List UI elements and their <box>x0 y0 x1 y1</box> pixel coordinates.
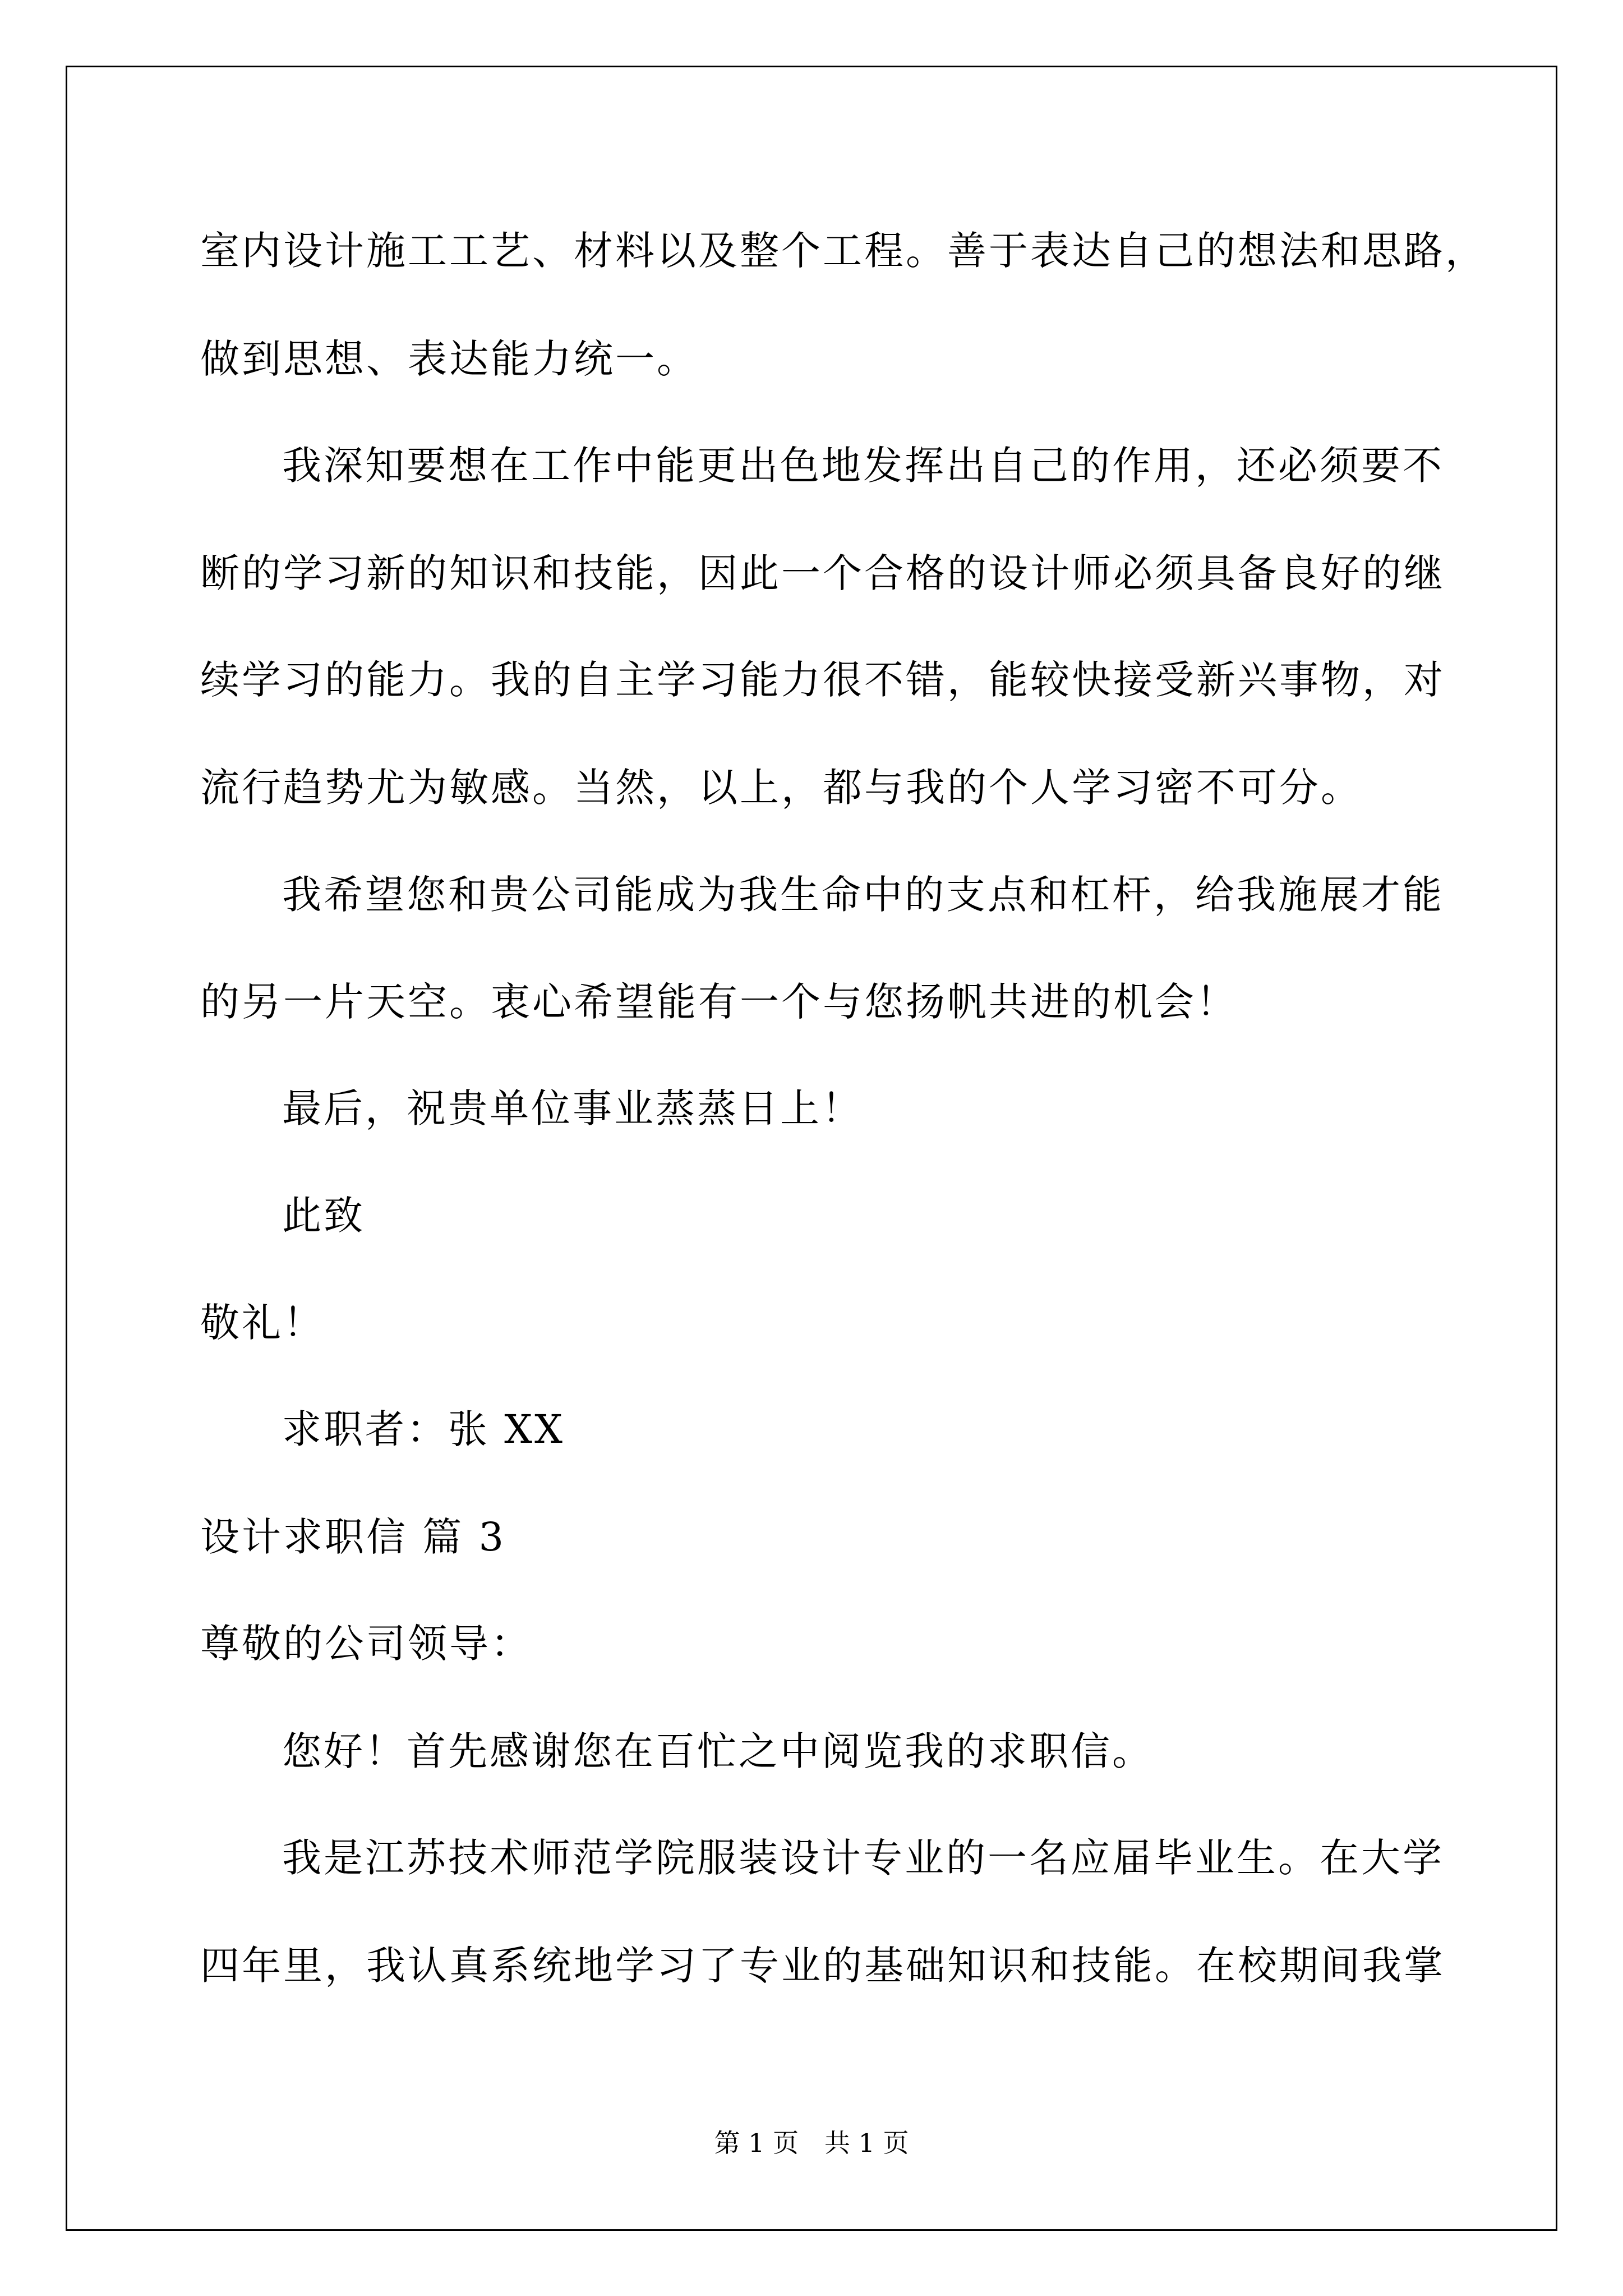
text-line: 续学习的能力。我的自主学习能力很不错，能较快接受新兴事物，对 <box>200 657 1445 703</box>
salutation: 尊敬的公司领导： <box>200 1621 532 1667</box>
text-line: 我希望您和贵公司能成为我生命中的支点和杠杆，给我施展才能 <box>282 872 1444 918</box>
text-line: 敬礼！ <box>200 1300 325 1346</box>
text-line: 您好！首先感谢您在百忙之中阅览我的求职信。 <box>282 1728 1154 1774</box>
text-line: 的另一片天空。衷心希望能有一个与您扬帆共进的机会！ <box>200 979 1238 1025</box>
text-line: 做到思想、表达能力统一。 <box>200 336 698 382</box>
text-line: 室内设计施工工艺、材料以及整个工程。善于表达自己的想法和思路， <box>200 228 1487 274</box>
text-line: 四年里，我认真系统地学习了专业的基础知识和技能。在校期间我掌 <box>200 1943 1445 1989</box>
text-line: 此致 <box>282 1193 365 1239</box>
section-heading: 设计求职信 篇 3 <box>200 1514 506 1560</box>
text-line: 断的学习新的知识和技能，因此一个合格的设计师必须具备良好的继 <box>200 550 1445 596</box>
page-number-footer: 第 1 页 共 1 页 <box>714 2128 909 2158</box>
signature-line: 求职者：张 XX <box>282 1406 565 1452</box>
text-line: 最后，祝贵单位事业蒸蒸日上！ <box>282 1085 863 1131</box>
text-line: 流行趋势尤为敏感。当然，以上，都与我的个人学习密不可分。 <box>200 765 1362 811</box>
page-border <box>66 66 1557 2231</box>
text-line: 我深知要想在工作中能更出色地发挥出自己的作用，还必须要不 <box>282 443 1444 489</box>
text-line: 我是江苏技术师范学院服装设计专业的一名应届毕业生。在大学 <box>282 1835 1444 1881</box>
